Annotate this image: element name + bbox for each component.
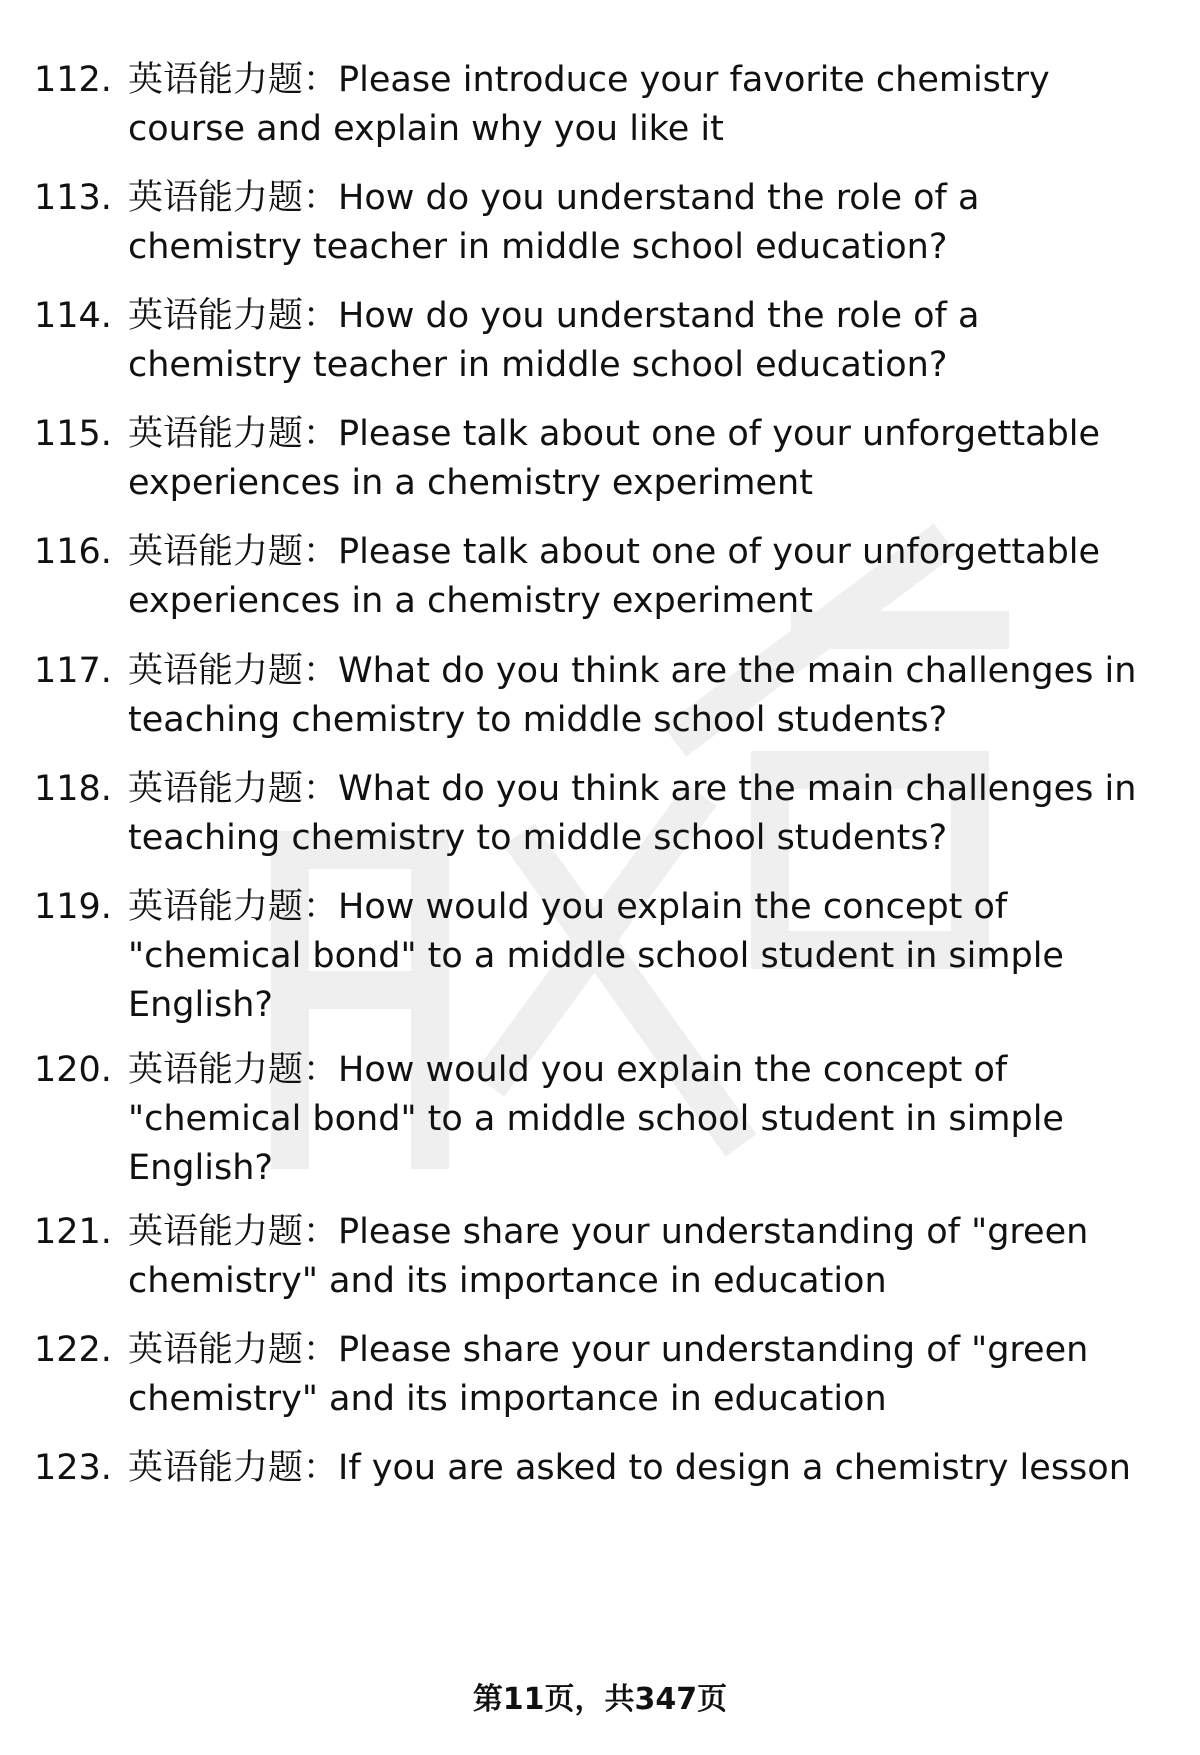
question-category: 英语能力题： [128,1050,339,1090]
question-category: 英语能力题： [128,414,339,454]
question-text: How would you explain the concept of "chemical bond" to a middle school student in simple English? [128,887,1064,1025]
question-body [128,1046,1158,1193]
question-category: 英语能力题： [128,296,339,336]
question-text: Please talk about one of your unforgettable experiences in a chemistry experiment [128,414,1101,503]
question-number: 119. [34,887,112,927]
question-body [128,1326,1158,1424]
question-category: 英语能力题： [128,887,339,927]
question-text: What do you think are the main challenges in teaching chemistry to middle school students? [128,769,1137,858]
question-number: 118. [34,769,112,809]
question-text: Please introduce your favorite chemistry course and explain why you like it [128,60,1050,149]
question-number: 114. [34,296,112,336]
question-text: How would you explain the concept of "chemical bond" to a middle school student in simple English? [128,1050,1064,1188]
question-number: 117. [34,651,112,691]
question-text: Please share your understanding of "green chemistry" and its importance in education [128,1212,1089,1301]
question-body [128,56,1158,154]
question-category: 英语能力题： [128,60,339,100]
question-body [128,292,1158,390]
question-category: 英语能力题： [128,532,339,572]
question-body [128,765,1158,863]
question-body [128,174,1158,272]
question-body [128,528,1158,626]
question-body [128,1444,1158,1493]
question-body [128,883,1158,1030]
question-number: 113. [34,178,112,218]
question-body [128,410,1158,508]
question-number: 121. [34,1212,112,1252]
page-number-label: 第11页，共347页 [472,1682,728,1717]
question-category: 英语能力题： [128,1448,339,1488]
question-number: 115. [34,414,112,454]
question-number: 123. [34,1448,112,1488]
question-text: Please share your understanding of "green chemistry" and its importance in education [128,1330,1089,1419]
page-footer [0,1680,1200,1720]
question-text: What do you think are the main challenges in teaching chemistry to middle school students? [128,651,1137,740]
question-body [128,1208,1158,1306]
question-category: 英语能力题： [128,178,339,218]
question-category: 英语能力题： [128,769,339,809]
question-text: Please talk about one of your unforgettable experiences in a chemistry experiment [128,532,1101,621]
question-text: If you are asked to design a chemistry lesson [338,1448,1131,1488]
question-category: 英语能力题： [128,1212,339,1252]
question-number: 116. [34,532,112,572]
question-number: 122. [34,1330,112,1370]
question-category: 英语能力题： [128,1330,339,1370]
question-body [128,647,1158,745]
question-number: 120. [34,1050,112,1090]
question-text: How do you understand the role of a chemistry teacher in middle school education? [128,178,980,267]
question-category: 英语能力题： [128,651,339,691]
question-number: 112. [34,60,112,100]
question-text: How do you understand the role of a chemistry teacher in middle school education? [128,296,980,385]
